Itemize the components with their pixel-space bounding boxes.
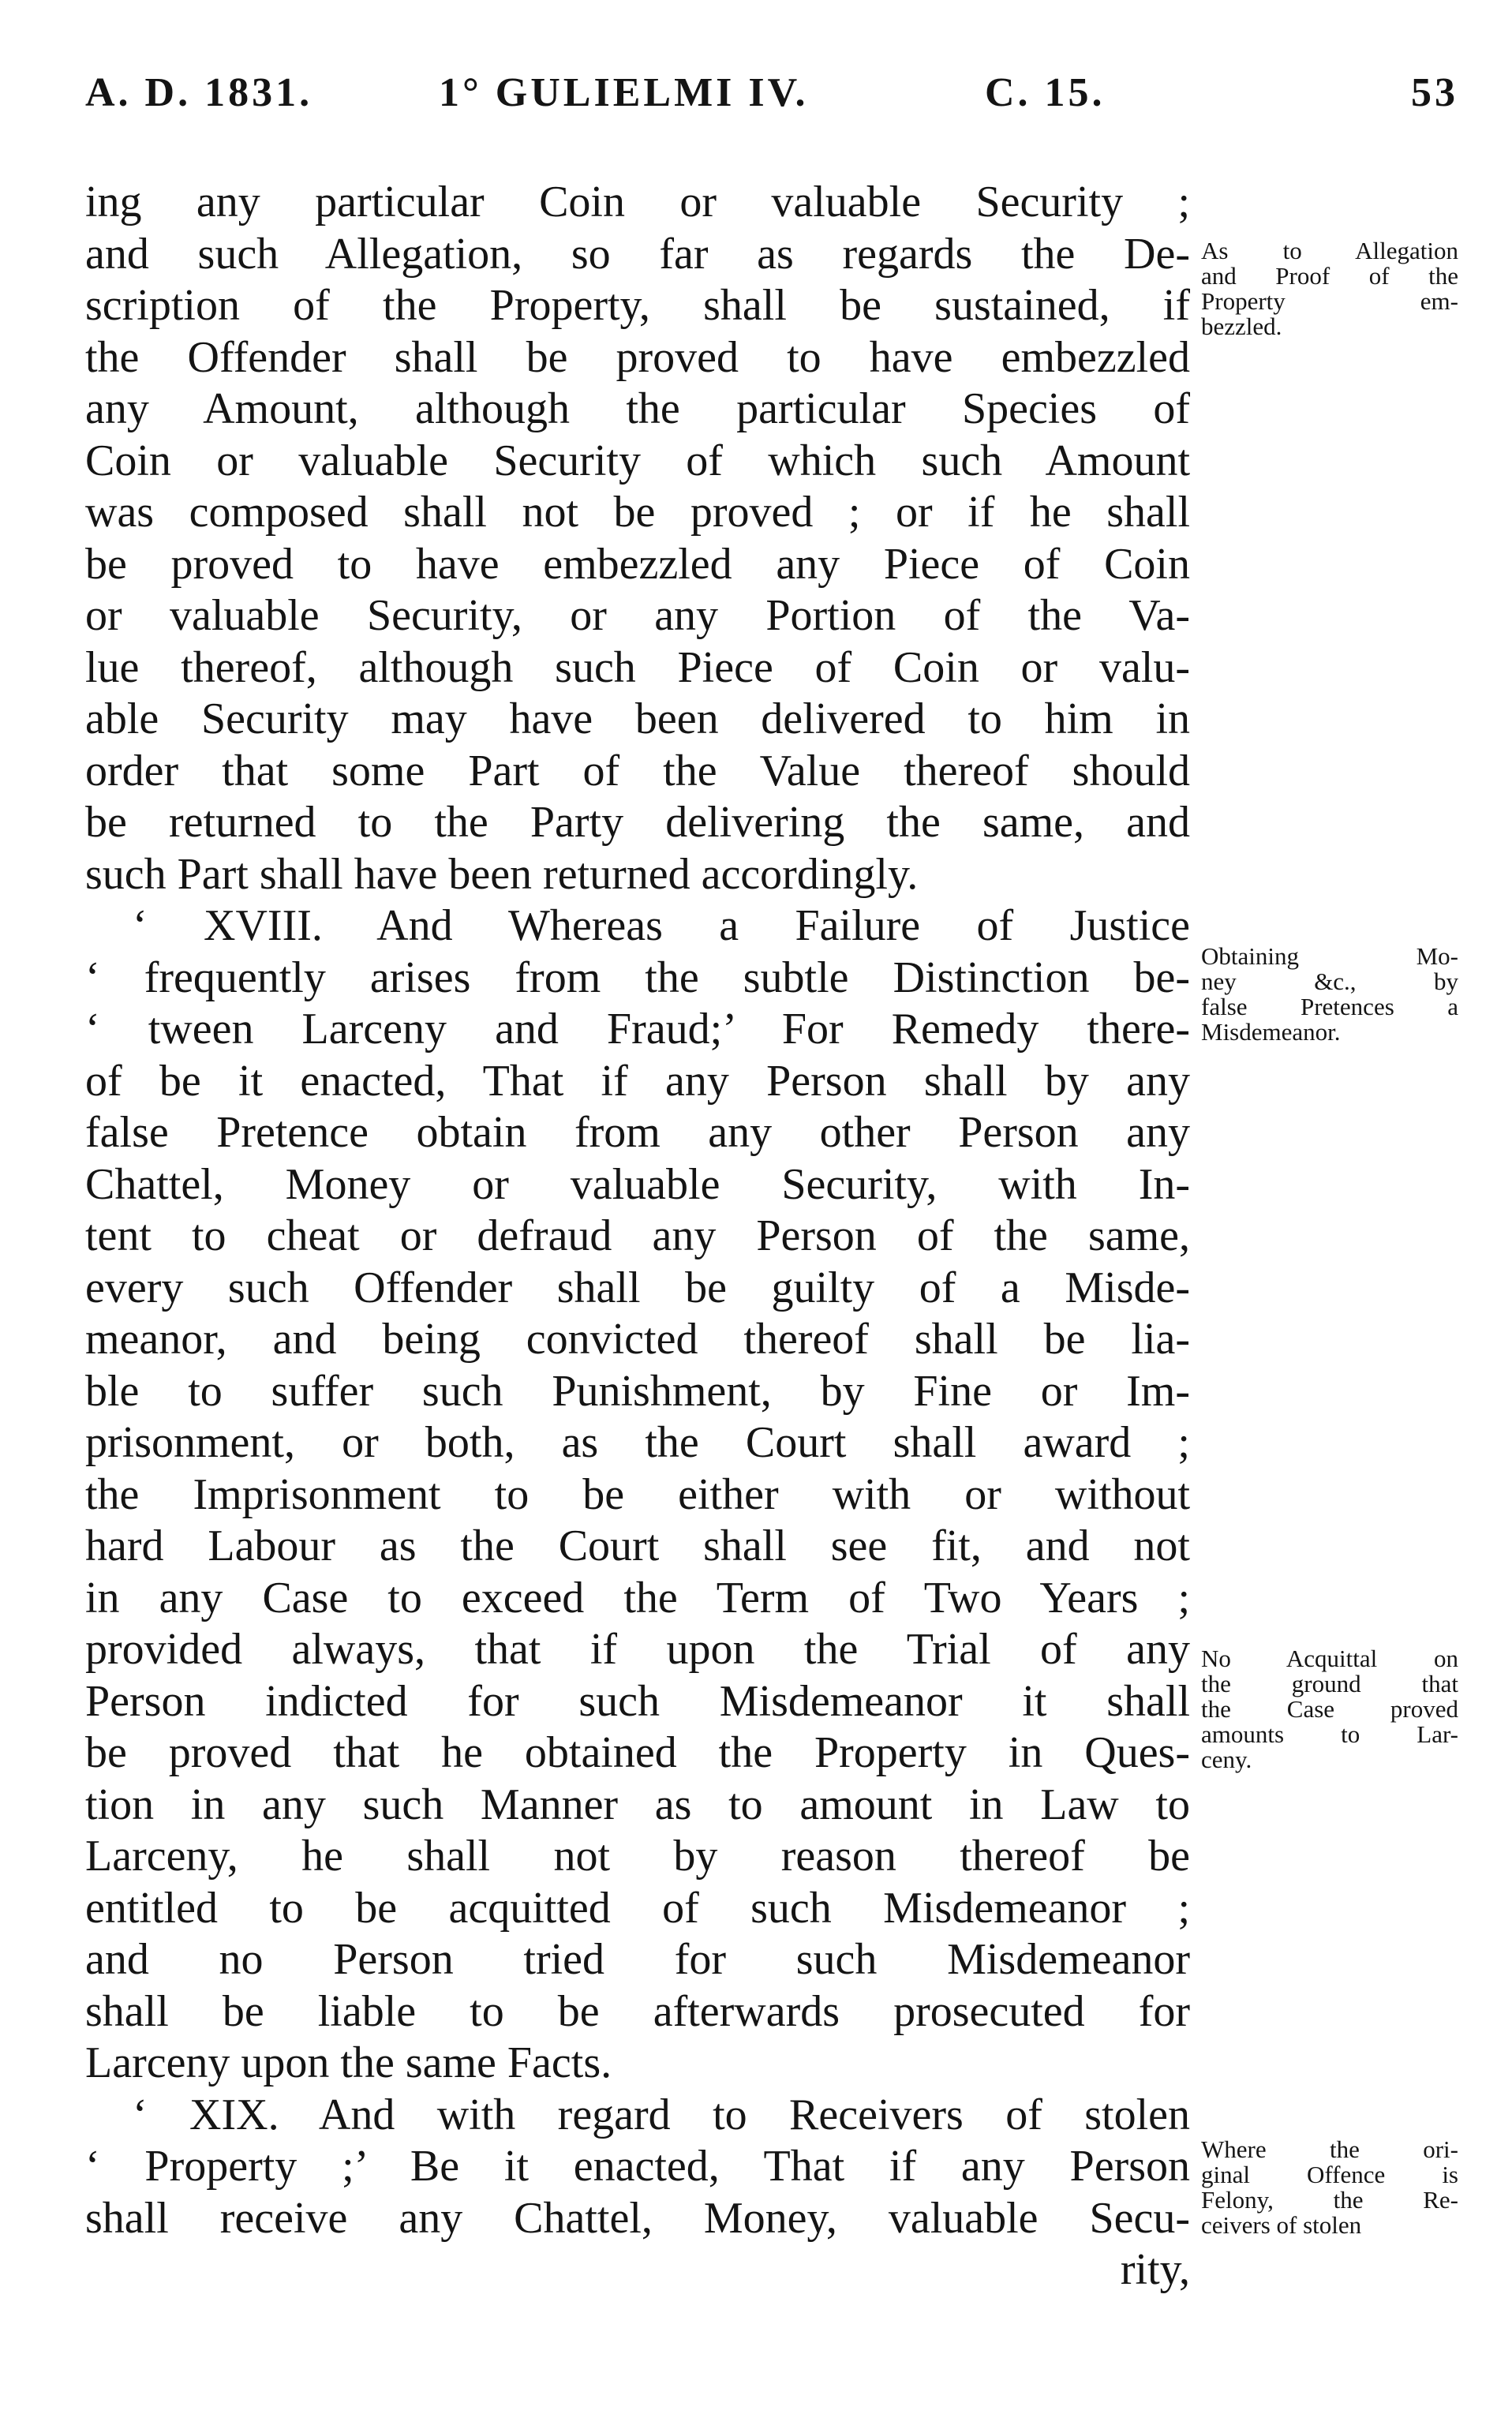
margin-note-line: Property em- bbox=[1201, 287, 1458, 315]
margin-note-line: As to Allegation bbox=[1201, 237, 1458, 264]
margin-note-acquittal bbox=[1201, 1646, 1458, 1772]
text-line: be returned to the Party delivering the same, and bbox=[85, 798, 1190, 847]
margin-note-line: false Pretences a bbox=[1201, 993, 1458, 1020]
page-number: 53 bbox=[1411, 70, 1458, 115]
text-line: provided always, that if upon the Trial of any bbox=[85, 1625, 1190, 1674]
text-line: entitled to be acquitted of such Misdemeanor ; bbox=[85, 1883, 1190, 1933]
text-line: was composed shall not be proved ; or if he shall bbox=[85, 488, 1190, 537]
text-line: every such Offender shall be guilty of a Misde- bbox=[85, 1263, 1190, 1312]
text-line: and such Allegation, so far as regards the De- bbox=[85, 229, 1190, 279]
text-line: the Offender shall be proved to have embezzled bbox=[85, 332, 1190, 382]
text-line: ble to suffer such Punishment, by Fine or Im- bbox=[85, 1366, 1190, 1416]
text-line: Larceny, he shall not by reason thereof be bbox=[85, 1832, 1190, 1881]
running-head bbox=[85, 69, 1458, 125]
margin-note-line: Where the ori- bbox=[1201, 2135, 1458, 2163]
text-line: prisonment, or both, as the Court shall award ; bbox=[85, 1418, 1190, 1467]
text-line: hard Labour as the Court shall see fit, and not bbox=[85, 1521, 1190, 1570]
margin-note-line: Obtaining Mo- bbox=[1201, 942, 1458, 970]
margin-note-line: ceivers of stolen bbox=[1201, 2211, 1362, 2239]
text-line: ing any particular Coin or valuable Security ; bbox=[85, 178, 1190, 226]
text-line: false Pretence obtain from any other Person any bbox=[85, 1108, 1190, 1157]
margin-note-line: No Acquittal on bbox=[1201, 1645, 1458, 1672]
margin-note-line: the Case proved bbox=[1201, 1695, 1458, 1723]
running-head-chapter: C. 15. bbox=[985, 70, 1106, 115]
text-line: tent to cheat or defraud any Person of the same, bbox=[85, 1211, 1190, 1260]
margin-note-line: Felony, the Re- bbox=[1201, 2186, 1458, 2214]
text-line: and no Person tried for such Misdemeanor bbox=[85, 1935, 1190, 1984]
text-line: tion in any such Manner as to amount in Law to bbox=[85, 1780, 1190, 1829]
text-line: of be it enacted, That if any Person shall by any bbox=[85, 1056, 1190, 1106]
text-line: Larceny upon the same Facts. bbox=[85, 2038, 612, 2087]
margin-note-line: bezzled. bbox=[1201, 313, 1282, 340]
text-line: Coin or valuable Security of which such Amount bbox=[85, 436, 1190, 485]
text-line: ‘ Property ;’ Be it enacted, That if any Person bbox=[85, 2142, 1190, 2191]
text-line: be proved to have embezzled any Piece of Coin bbox=[85, 539, 1190, 589]
text-line: meanor, and being convicted thereof shall be lia- bbox=[85, 1315, 1190, 1364]
text-line: Person indicted for such Misdemeanor it shall bbox=[85, 1676, 1190, 1726]
text-line: ‘ tween Larceny and Fraud;’ For Remedy there- bbox=[85, 1005, 1190, 1054]
catchword: rity, bbox=[1120, 2245, 1190, 2294]
margin-note-line: ceny. bbox=[1201, 1746, 1252, 1773]
text-line: be proved that he obtained the Property in Ques- bbox=[85, 1728, 1190, 1777]
text-line: or valuable Security, or any Portion of the Va- bbox=[85, 591, 1190, 640]
section-xix-heading-line: ‘ XIX. And with regard to Receivers of stolen bbox=[133, 2090, 1190, 2139]
text-line: ‘ frequently arises from the subtle Distinction be- bbox=[85, 953, 1190, 1002]
text-line: such Part shall have been returned accordingly. bbox=[85, 849, 919, 899]
main-text-column bbox=[85, 177, 1190, 2296]
text-line: scription of the Property, shall be sustained, if bbox=[85, 281, 1190, 330]
text-line: shall be liable to be afterwards prosecuted for bbox=[85, 1986, 1190, 2036]
text-line: order that some Part of the Value thereof should bbox=[85, 746, 1190, 795]
text-line: lue thereof, although such Piece of Coin or valu- bbox=[85, 642, 1190, 692]
margin-note-line: Misdemeanor. bbox=[1201, 1018, 1341, 1046]
margin-note-false-pretences bbox=[1201, 944, 1458, 1045]
running-head-year: A. D. 1831. bbox=[85, 70, 313, 115]
running-head-regnal-year: 1° GULIELMI IV. bbox=[439, 70, 809, 115]
margin-note-line: ginal Offence is bbox=[1201, 2161, 1458, 2188]
margin-note-line: the ground that bbox=[1201, 1670, 1458, 1697]
section-xviii-heading-line: ‘ XVIII. And Whereas a Failure of Justice bbox=[133, 901, 1190, 950]
text-line: shall receive any Chattel, Money, valuable Secu- bbox=[85, 2193, 1190, 2243]
text-line: in any Case to exceed the Term of Two Years ; bbox=[85, 1573, 1190, 1622]
text-line: any Amount, although the particular Species of bbox=[85, 384, 1190, 433]
text-line: Chattel, Money or valuable Security, with In- bbox=[85, 1159, 1190, 1209]
margin-note-line: amounts to Lar- bbox=[1201, 1720, 1458, 1748]
margin-note-line: ney &c., by bbox=[1201, 967, 1458, 995]
margin-note-receivers bbox=[1201, 2137, 1458, 2238]
text-line: the Imprisonment to be either with or without bbox=[85, 1469, 1190, 1519]
margin-note-line: and Proof of the bbox=[1201, 262, 1458, 290]
text-line: able Security may have been delivered to him in bbox=[85, 694, 1190, 743]
margin-note-allegation bbox=[1201, 238, 1458, 339]
